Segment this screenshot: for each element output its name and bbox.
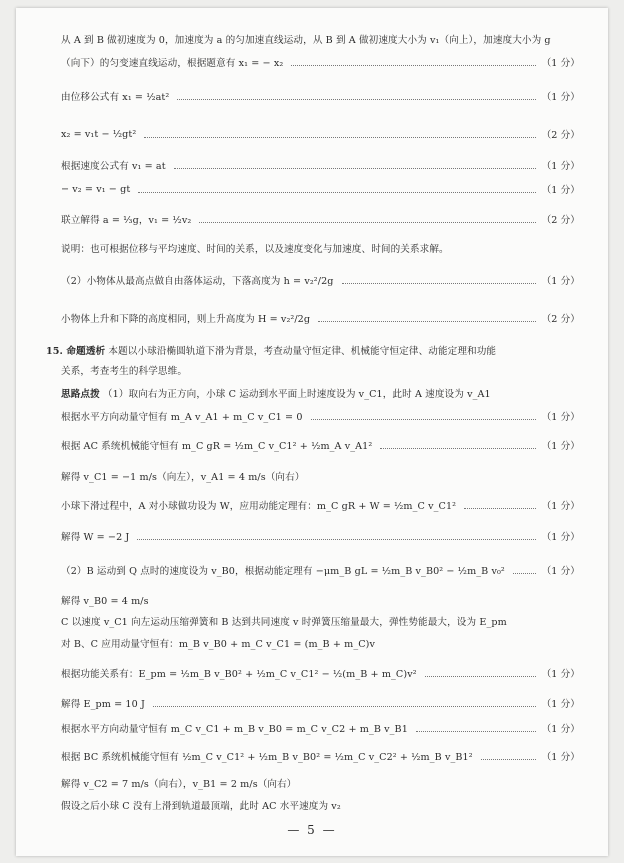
answer-sheet-page bbox=[16, 8, 608, 856]
solution-line: 解得 v_C1 = −1 m/s（向左），v_A1 = 4 m/s（向右） bbox=[61, 472, 305, 483]
score-mark: （2 分） bbox=[541, 314, 580, 325]
score-mark: （1 分） bbox=[541, 185, 580, 196]
score-mark: （1 分） bbox=[541, 669, 580, 680]
solution-line: （2）小物体从最高点做自由落体运动，下落高度为 h = v₂²/2g （1 分） bbox=[61, 270, 580, 290]
page-number: — 5 — bbox=[287, 823, 337, 837]
score-mark: （1 分） bbox=[541, 532, 580, 543]
solution-line: 根据速度公式有 v₁ = at （1 分） bbox=[61, 155, 580, 175]
score-mark: （1 分） bbox=[541, 441, 580, 452]
solution-line: 小物体上升和下降的高度相同，则上升高度为 H = v₂²/2g （2 分） bbox=[61, 308, 580, 328]
score-mark: （1 分） bbox=[541, 699, 580, 710]
solution-line: 解得 v_C2 = 7 m/s（向右），v_B1 = 2 m/s（向右） bbox=[61, 779, 297, 790]
score-mark: （1 分） bbox=[541, 566, 580, 577]
solution-line: 根据 AC 系统机械能守恒有 m_C gR = ½m_C v_C1² + ½m_A v_A1² （1 分） bbox=[61, 435, 580, 455]
score-mark: （1 分） bbox=[541, 752, 580, 763]
score-mark: （1 分） bbox=[541, 724, 580, 735]
solution-line: 假设之后小球 C 没有上滑到轨道最顶端，此时 AC 水平速度为 v₂ bbox=[61, 801, 341, 812]
score-mark: （1 分） bbox=[541, 276, 580, 287]
score-mark: （1 分） bbox=[541, 161, 580, 172]
solution-line: 从 A 到 B 做初速度为 0，加速度为 a 的匀加速直线运动，从 B 到 A 做初速度大小为 v₁（向上），加速度大小为 g bbox=[61, 35, 551, 46]
section-label: 15. 命题透析 bbox=[46, 346, 106, 357]
solution-line: 根据水平方向动量守恒有 m_C v_C1 + m_B v_B0 = m_C v_C2 + m_B v_B1 （1 分） bbox=[61, 718, 580, 738]
score-mark: （2 分） bbox=[541, 215, 580, 226]
solution-line: 小球下滑过程中，A 对小球做功设为 W，应用动能定理有：m_C gR + W = ½m_C v_C1² （1 分） bbox=[61, 495, 580, 515]
solution-line: x₂ = v₁t − ½gt² （2 分） bbox=[61, 128, 580, 141]
solution-line: 由位移公式有 x₁ = ½at² （1 分） bbox=[61, 86, 580, 106]
solution-line: C 以速度 v_C1 向左运动压缩弹簧和 B 达到共同速度 v 时弹簧压缩量最大，弹性势能最大，设为 E_pm bbox=[61, 617, 507, 628]
solution-line: 根据功能关系有：E_pm = ½m_B v_B0² + ½m_C v_C1² − ½(m_B + m_C)v² （1 分） bbox=[61, 663, 580, 683]
solution-line: − v₂ = v₁ − gt （1 分） bbox=[61, 183, 580, 196]
score-mark: （1 分） bbox=[541, 58, 580, 69]
solution-line: （2）B 运动到 Q 点时的速度设为 v_B0，根据动能定理有 −μm_B gL = ½m_B v_B0² − ½m_B v₀² （1 分） bbox=[61, 560, 580, 580]
score-mark: （1 分） bbox=[541, 92, 580, 103]
solution-line: 思路点拨 （1）取向右为正方向，小球 C 运动到水平面上时速度设为 v_C1，此时 A 速度设为 v_A1 bbox=[61, 389, 491, 400]
solution-line: 关系，考查考生的科学思维。 bbox=[61, 366, 188, 377]
solution-line: 解得 W = −2 J （1 分） bbox=[61, 526, 580, 546]
score-mark: （1 分） bbox=[541, 501, 580, 512]
solution-line: 根据水平方向动量守恒有 m_A v_A1 + m_C v_C1 = 0 （1 分） bbox=[61, 406, 580, 426]
solution-line: 根据 BC 系统机械能守恒有 ½m_C v_C1² + ½m_B v_B0² = ½m_C v_C2² + ½m_B v_B1² （1 分） bbox=[61, 746, 580, 766]
solution-line: （向下）的匀变速直线运动，根据题意有 x₁ = − x₂ （1 分） bbox=[61, 52, 580, 72]
solution-line: 说明：也可根据位移与平均速度、时间的关系，以及速度变化与加速度、时间的关系求解。 bbox=[61, 244, 449, 255]
solution-line: 对 B、C 应用动量守恒有：m_B v_B0 + m_C v_C1 = (m_B + m_C)v bbox=[61, 639, 376, 650]
score-mark: （1 分） bbox=[541, 412, 580, 423]
solution-line: 联立解得 a = ⅓g，v₁ = ½v₂ （2 分） bbox=[61, 209, 580, 229]
solution-line: 解得 v_B0 = 4 m/s bbox=[61, 596, 149, 607]
solution-line: 解得 E_pm = 10 J （1 分） bbox=[61, 693, 580, 713]
question-15-header: 15. 命题透析 本题以小球沿椭圆轨道下滑为背景，考查动量守恒定律、机械能守恒定律、动能定理和功能 bbox=[46, 346, 497, 357]
section-label: 思路点拨 bbox=[61, 389, 100, 400]
score-mark: （2 分） bbox=[541, 130, 580, 141]
